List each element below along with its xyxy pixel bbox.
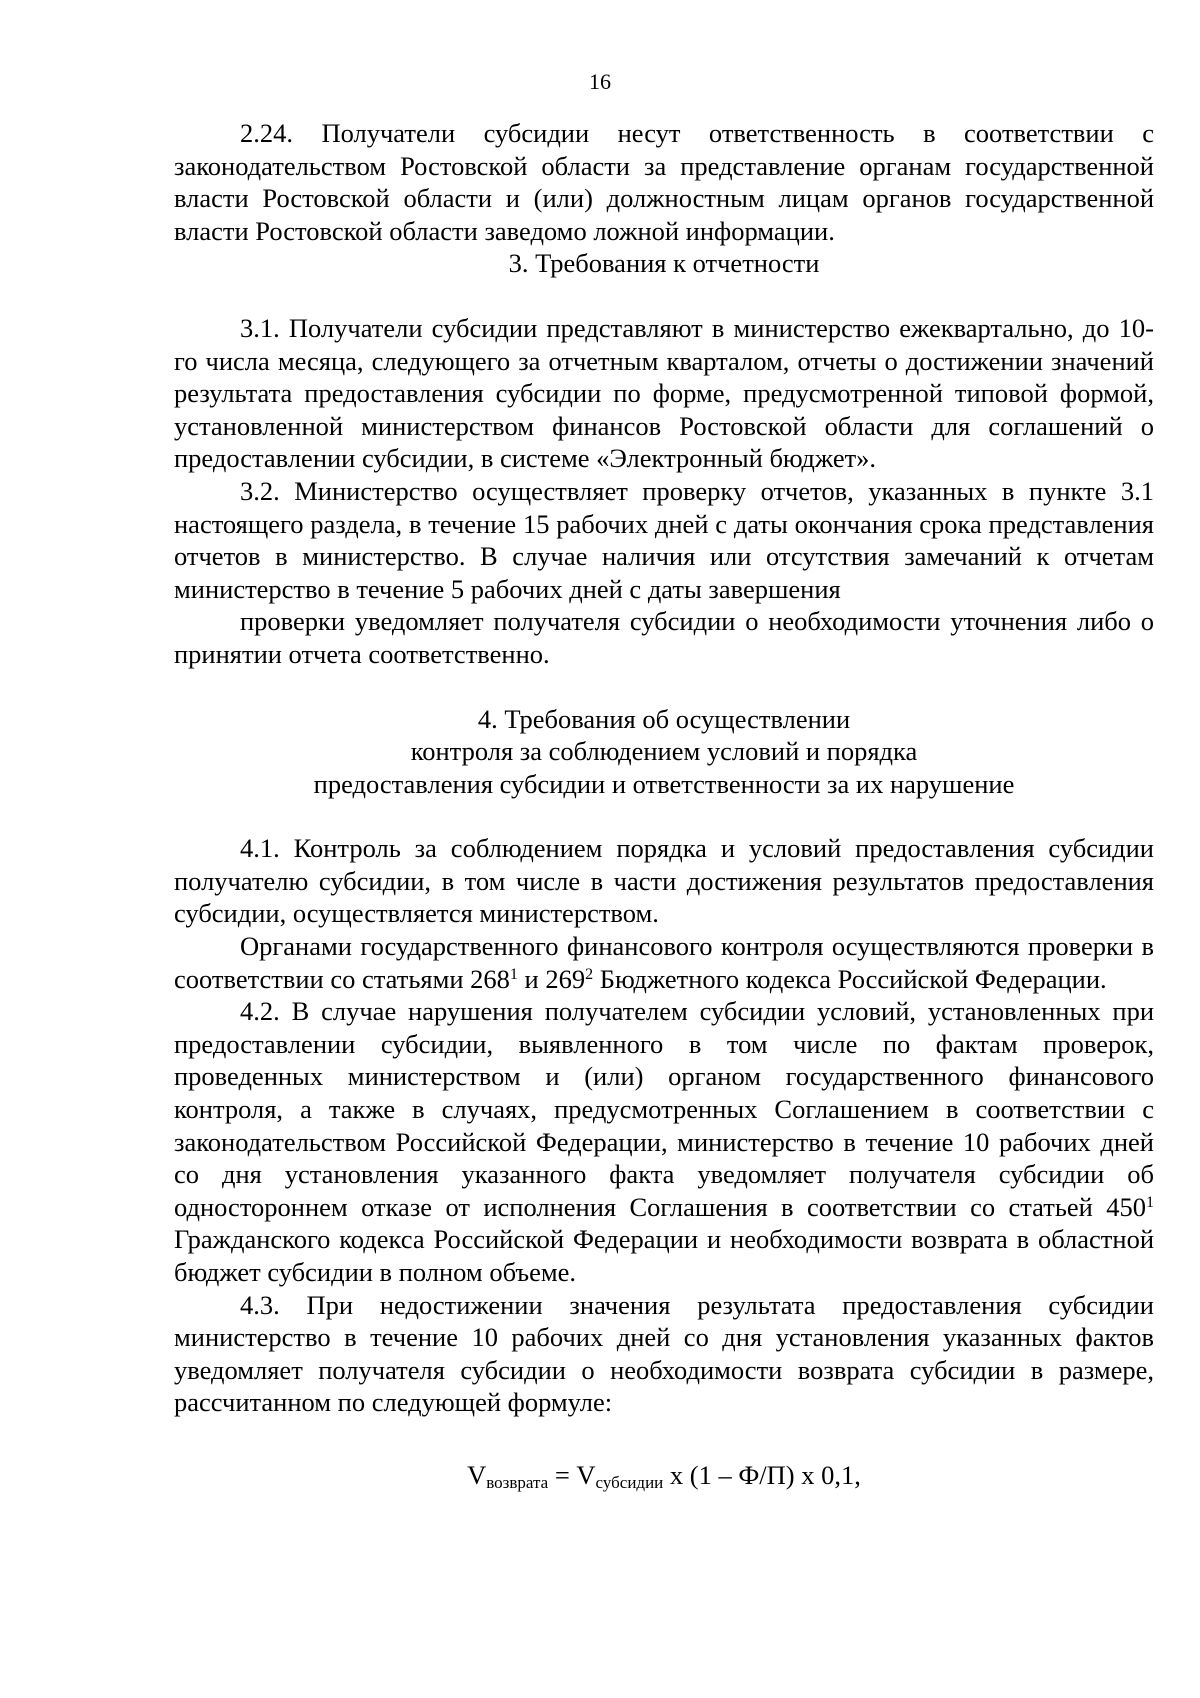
paragraph-2-24: 2.24. Получатели субсидии несут ответственность в соответствии с законодательством Ростовской области за представление органам государственной власти Ростовской области и (или) должностным лицам органов государственной власти Ростовской области заведомо ложной информации. xyxy=(174,118,1154,246)
formula-v: V xyxy=(467,1459,487,1490)
paragraph-4-1-control-end: Бюджетного кодекса Российской Федерации. xyxy=(593,963,1107,994)
section-4-title-line-2: контроля за соблюдением условий и порядка xyxy=(410,736,918,767)
paragraph-4-1-control-text: Органами государственного финансового контроля осуществляются проверки в соответствии со статьями 268 xyxy=(174,931,1154,994)
paragraph-4-3: 4.3. При недостижении значения результата предоставления субсидии министерство в течение 10 рабочих дней со дня установления указанных фактов уведомляет получателя субсидии о необходимости возврата субсидии в размере, рассчитанном по следующей формуле: xyxy=(174,1289,1154,1418)
paragraph-3-1: 3.1. Получатели субсидии представляют в министерство ежеквартально, до 10-го числа месяца, следующего за отчетным кварталом, отчеты о достижении значений результата предоставления субсидии по форме, предусмотренной типовой формой, установленной министерством финансов Ростовской области для соглашений о предоставлении субсидии, в системе «Электронный бюджет». xyxy=(174,312,1154,474)
refund-formula xyxy=(174,1459,1154,1492)
page-number: 16 xyxy=(589,69,611,94)
paragraph-4-1: 4.1. Контроль за соблюдением порядка и условий предоставления субсидии получателю субсидии, в том числе в части достижения результатов предоставления субсидии, осуществляется министерством. xyxy=(174,833,1154,929)
section-3-title xyxy=(174,247,1154,280)
paragraph-3-2-continued: проверки уведомляет получателя субсидии о необходимости уточнения либо о принятии отчета соответственно. xyxy=(174,606,1154,669)
section-4-title-line-3: предоставления субсидии и ответственности за их нарушение xyxy=(313,768,1015,799)
section-4-title xyxy=(174,703,1154,801)
formula-sub-subsidy: субсидии xyxy=(595,1472,664,1492)
paragraph-4-1-control-mid: и 269 xyxy=(517,963,586,994)
paragraph-4-2-end: Гражданского кодекса Российской Федерации и необходимости возврата в областной бюджет субсидии в полном объеме. xyxy=(174,1224,1154,1287)
paragraph-3-2: 3.2. Министерство осуществляет проверку отчетов, указанных в пункте 3.1 настоящего раздела, в течение 15 рабочих дней с даты окончания срока представления отчетов в министерство. В случае наличия или отсутствия замечаний к отчетам министерство в течение 5 рабочих дней с даты завершения xyxy=(174,475,1154,604)
paragraph-4-1-control xyxy=(174,930,1154,995)
article-269-superscript: 2 xyxy=(585,965,594,983)
article-268-superscript: 1 xyxy=(509,965,518,983)
formula-sub-refund: возврата xyxy=(486,1472,549,1492)
formula-eq: = V xyxy=(548,1459,596,1490)
formula-rest: x (1 – Ф/П) x 0,1, xyxy=(663,1459,861,1490)
paragraph-4-2-text: 4.2. В случае нарушения получателем субсидии условий, установленных при предоставлении субсидии, выявленного в том числе по фактам проверок, проведенных министерством и (или) органом государственного финансового контроля, а также в случаях, предусмотренных Соглашением в соответствии с законодательством Российской Федерации, министерство в течение 10 рабочих дней со дня установления указанного факта уведомляет получателя субсидии об одностороннем отказе от исполнения Соглашения в соответствии со статьей 450 xyxy=(174,996,1154,1222)
section-3-title-text: 3. Требования к отчетности xyxy=(508,248,820,279)
section-4-title-line-1: 4. Требования об осуществлении xyxy=(477,703,851,734)
paragraph-4-2 xyxy=(174,995,1154,1288)
document-body xyxy=(174,117,1154,1492)
article-450-superscript: 1 xyxy=(1146,1193,1154,1211)
